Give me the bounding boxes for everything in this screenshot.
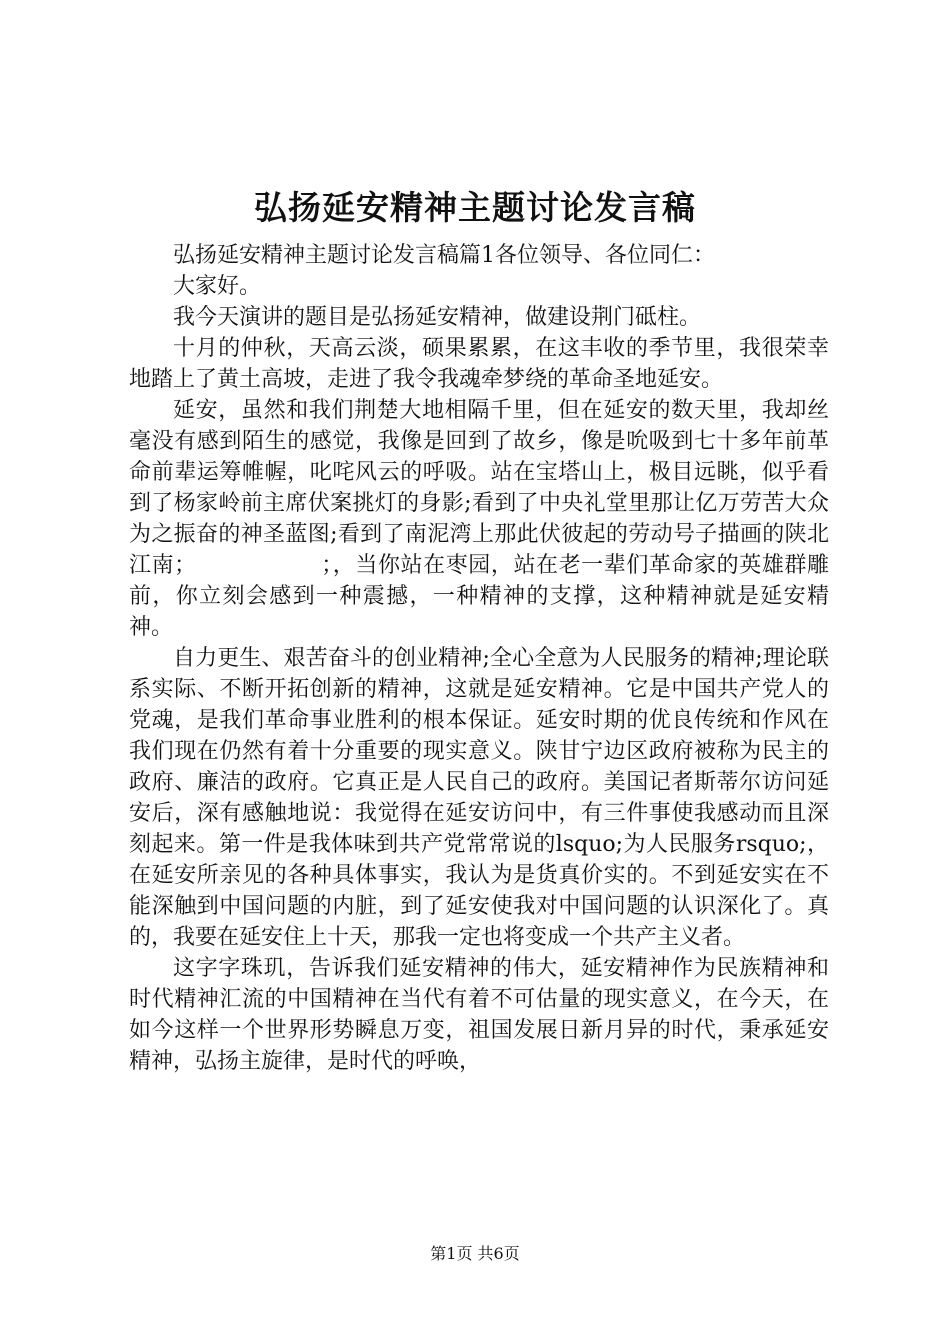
page-number-footer: 第1页 共6页 — [430, 1244, 520, 1263]
document-body — [129, 240, 829, 1077]
paragraph-1: 弘扬延安精神主题讨论发言稿篇1各位领导、各位同仁： — [173, 243, 715, 268]
paragraph-5: 延安，虽然和我们荆楚大地相隔千里，但在延安的数天里，我却丝毫没有感到陌生的感觉，我像是回到了故乡，像是吮吸到七十多年前革命前辈运筹帷幄，叱咤风云的呼吸。站在宝塔山上，极目远眺，似乎看到了杨家岭前主席伏案挑灯的身影;看到了中央礼堂里那让亿万劳苦大众为之振奋的神圣蓝图;看到了南泥湾上那此伏彼起的劳动号子描画的陕北江南； ；，当你站在枣园，站在老一辈们革命家的英雄群雕前，你立刻会感到一种震撼，一种精神的支撑，这种精神就是延安精神。 — [129, 398, 829, 640]
document-title: 弘扬延安精神主题讨论发言稿 — [254, 188, 696, 227]
paragraph-4: 十月的仲秋，天高云淡，硕果累累，在这丰收的季节里，我很荣幸地踏上了黄土高坡，走进了我令我魂牵梦绕的革命圣地延安。 — [129, 336, 829, 392]
paragraph-2: 大家好。 — [173, 274, 262, 299]
paragraph-7: 这字字珠玑，告诉我们延安精神的伟大，延安精神作为民族精神和时代精神汇流的中国精神在当代有着不可估量的现实意义，在今天，在如今这样一个世界形势瞬息万变，祖国发展日新月异的时代，秉承延安精神，弘扬主旋律，是时代的呼唤， — [129, 956, 829, 1074]
paragraph-3: 我今天演讲的题目是弘扬延安精神，做建设荆门砥柱。 — [173, 305, 702, 330]
paragraph-6: 自力更生、艰苦奋斗的创业精神;全心全意为人民服务的精神;理论联系实际、不断开拓创新的精神，这就是延安精神。它是中国共产党人的党魂，是我们革命事业胜利的根本保证。延安时期的优良传统和作风在我们现在仍然有着十分重要的现实意义。陕甘宁边区政府被称为民主的政府、廉洁的政府。它真正是人民自己的政府。美国记者斯蒂尔访问延安后，深有感触地说：我觉得在延安访问中，有三件事使我感动而且深刻起来。第一件是我体味到共产党常常说的lsquo;为人民服务rsquo;，在延安所亲见的各种具体事实，我认为是货真价实的。不到延安实在不能深触到中国问题的内脏，到了延安使我对中国问题的认识深化了。真的，我要在延安住上十天，那我一定也将变成一个共产主义者。 — [129, 646, 829, 950]
